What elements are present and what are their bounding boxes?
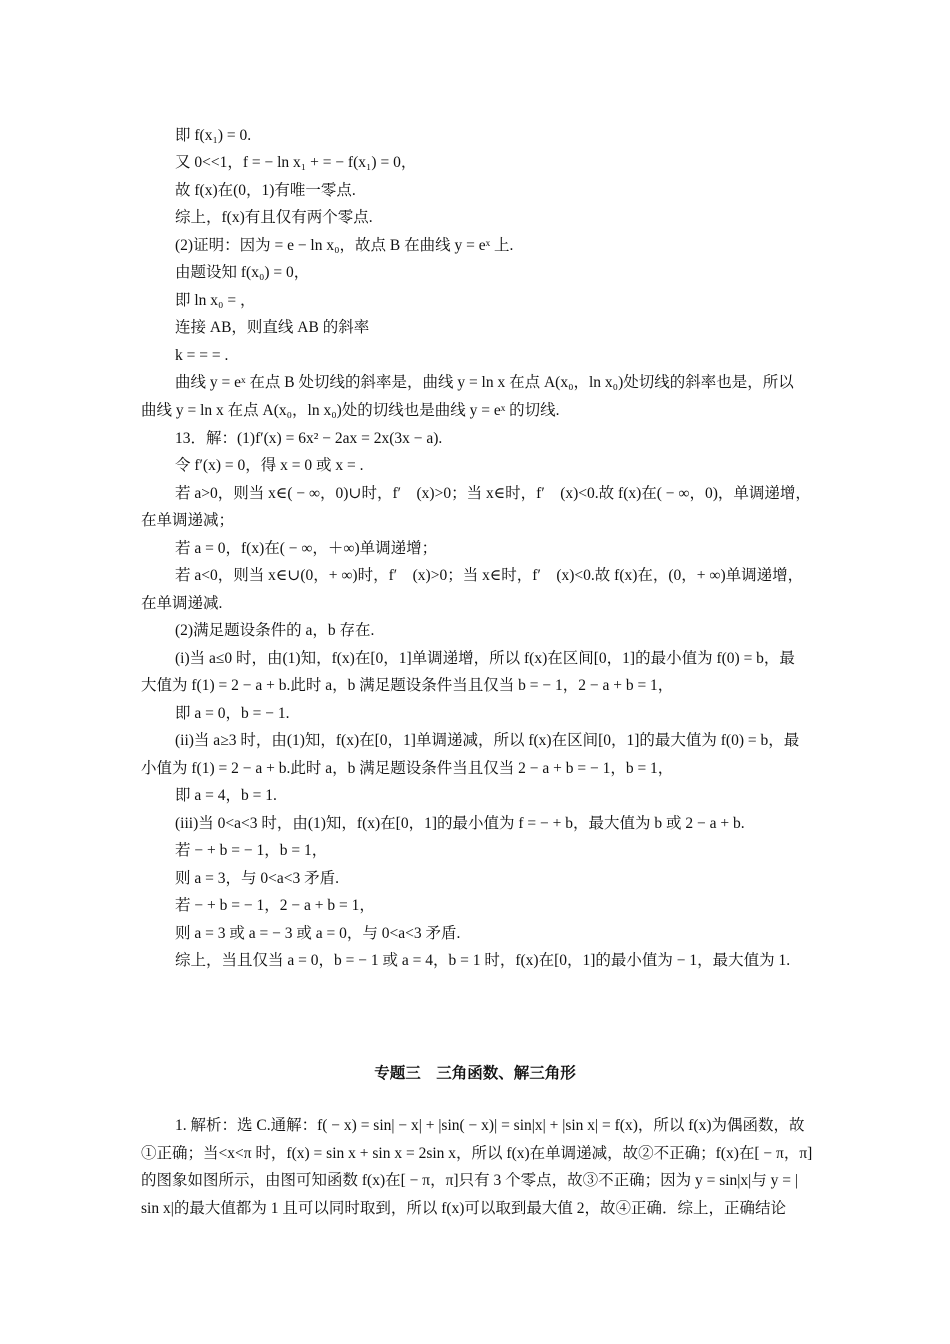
text-line: 综上，f(x)有且仅有两个零点.	[175, 209, 373, 226]
text-line: 曲线 y = ln x 在点 A(x₀，ln x₀)处的切线也是曲线 y = eˣ 的切线.	[141, 402, 560, 419]
text-line: 即 ln x₀ = ，	[175, 292, 256, 309]
text-line: 综上，当且仅当 a = 0，b = − 1 或 a = 4，b = 1 时，f(x)在[0，1]的最小值为 − 1，最大值为 1.	[175, 952, 791, 969]
text-line: 小值为 f(1) = 2 − a + b.此时 a，b 满足题设条件当且仅当 2 − a + b = − 1，b = 1，	[141, 760, 674, 777]
text-line: 的图象如图所示，由图可知函数 f(x)在[ − π，π]只有 3 个零点，故③不正确；因为 y = sin|x|与 y = |	[141, 1172, 798, 1189]
text-line: 即 a = 0，b = − 1.	[175, 705, 290, 722]
text-line: 若 a>0，则当 x∈( − ∞，0)∪时，f′ (x)>0；当 x∈时，f′ (x)<0.故 f(x)在( − ∞，0)，单调递增，	[175, 485, 811, 502]
text-line: 若 a = 0，f(x)在( − ∞，＋∞)单调递增；	[175, 540, 438, 557]
text-line: 由题设知 f(x₀) = 0，	[175, 264, 310, 281]
text-line: 令 f′(x) = 0，得 x = 0 或 x = .	[175, 457, 364, 474]
text-line: 在单调递减；	[141, 512, 235, 529]
text-line: 又 0<<1，f = − ln x₁ + = − f(x₁) = 0，	[175, 154, 417, 171]
text-line: 若 a<0，则当 x∈∪(0，+ ∞)时，f′ (x)>0；当 x∈时，f′ (x)<0.故 f(x)在，(0，+ ∞)单调递增，	[175, 567, 804, 584]
text-line: (2)满足题设条件的 a，b 存在.	[175, 622, 375, 639]
text-line: 大值为 f(1) = 2 − a + b.此时 a，b 满足题设条件当且仅当 b = − 1，2 − a + b = 1，	[141, 677, 674, 694]
text-line: 若 − + b = − 1，b = 1，	[175, 842, 328, 859]
text-line: 则 a = 3，与 0<a<3 矛盾.	[175, 870, 339, 887]
text-line: 连接 AB，则直线 AB 的斜率	[175, 319, 370, 336]
text-line: k = = = .	[175, 347, 229, 364]
text-line: ①正确；当<x<π 时，f(x) = sin x + sin x = 2sin x，所以 f(x)在单调递减，故②不正确；f(x)在[ − π，π]	[141, 1145, 813, 1162]
text-line: (2)证明：因为 = e − ln x₀，故点 B 在曲线 y = eˣ 上.	[175, 237, 514, 254]
text-line: (i)当 a≤0 时，由(1)知，f(x)在[0，1]单调递增，所以 f(x)在区间[0，1]的最小值为 f(0) = b，最	[175, 650, 795, 667]
text-line: 曲线 y = eˣ 在点 B 处切线的斜率是，曲线 y = ln x 在点 A(x₀，ln x₀)处切线的斜率也是，所以	[175, 374, 794, 391]
text-line: 故 f(x)在(0，1)有唯一零点.	[175, 182, 356, 199]
section-title: 专题三 三角函数、解三角形	[374, 1064, 576, 1082]
text-line: 即 f(x₁) = 0.	[175, 127, 252, 144]
text-line: sin x|的最大值都为 1 且可以同时取到，所以 f(x)可以取到最大值 2，故④正确．综上，正确结论	[141, 1200, 787, 1217]
text-line: 13．解：(1)f′(x) = 6x² − 2ax = 2x(3x − a).	[175, 430, 443, 447]
text-line: 则 a = 3 或 a = − 3 或 a = 0，与 0<a<3 矛盾.	[175, 925, 461, 942]
text-line: 若 − + b = − 1，2 − a + b = 1，	[175, 897, 375, 914]
text-line: (iii)当 0<a<3 时，由(1)知，f(x)在[0，1]的最小值为 f = − + b，最大值为 b 或 2 − a + b.	[175, 815, 745, 832]
text-line: 即 a = 4，b = 1.	[175, 787, 277, 804]
text-line: 1. 解析：选 C.通解：f( − x) = sin| − x| + |sin( − x)| = sin|x| + |sin x| = f(x)，所以 f(x)为偶函数，故	[175, 1117, 805, 1134]
text-line: (ii)当 a≥3 时，由(1)知，f(x)在[0，1]单调递减，所以 f(x)在区间[0，1]的最大值为 f(0) = b，最	[175, 732, 800, 749]
text-line: 在单调递减.	[141, 595, 223, 612]
